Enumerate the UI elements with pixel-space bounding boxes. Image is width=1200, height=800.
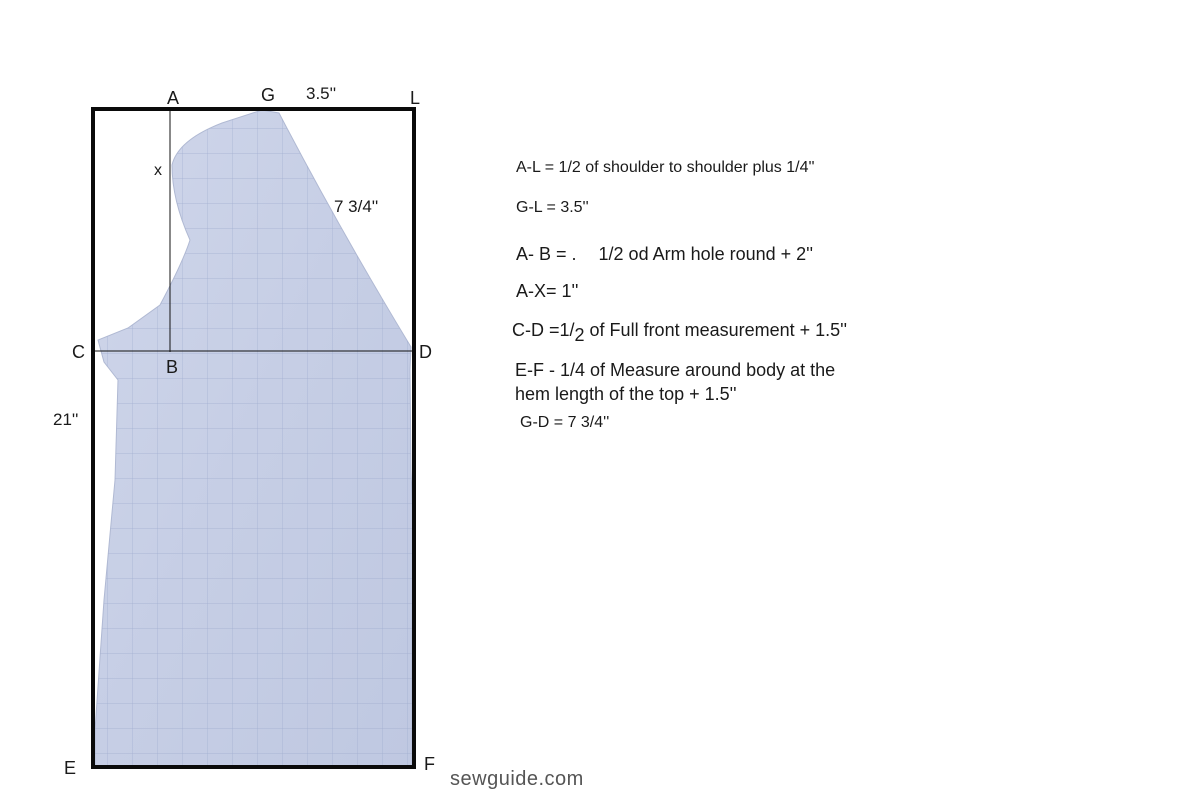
- point-label-x: x: [154, 162, 162, 179]
- note-a-b-value: 1/2 od Arm hole round + 2'': [598, 244, 814, 264]
- dimension-label-gd: 7 3/4'': [334, 197, 379, 216]
- point-label-a: A: [167, 88, 180, 108]
- note-g-d: G-D = 7 3/4'': [520, 414, 610, 431]
- note-g-l: G-L = 3.5'': [516, 199, 589, 216]
- point-label-c: C: [72, 342, 85, 362]
- point-label-d: D: [419, 342, 432, 362]
- note-a-l: A-L = 1/2 of shoulder to shoulder plus 1/4'': [516, 159, 815, 176]
- note-c-d-prefix: C-D =1/: [512, 320, 575, 340]
- note-c-d-suffix: of Full front measurement + 1.5'': [584, 320, 848, 340]
- point-label-b: B: [166, 357, 179, 377]
- point-label-f: F: [424, 754, 435, 774]
- note-e-f: [515, 358, 835, 406]
- note-a-x: A-X= 1'': [516, 281, 579, 301]
- note-a-b-prefix: A- B = .: [516, 244, 577, 264]
- note-c-d: [512, 318, 847, 347]
- point-label-g: G: [261, 85, 276, 105]
- watermark: sewguide.com: [450, 768, 584, 790]
- point-label-e: E: [64, 758, 77, 778]
- dimension-label-gl: 3.5'': [306, 84, 337, 103]
- note-a-b: [516, 242, 813, 266]
- note-e-f-line1: E-F - 1/4 of Measure around body at the: [515, 360, 836, 380]
- dimension-label-height: 21'': [53, 410, 79, 429]
- point-label-l: L: [410, 88, 421, 108]
- note-e-f-line2: hem length of the top + 1.5'': [515, 384, 737, 404]
- note-c-d-sub: 2: [574, 325, 585, 345]
